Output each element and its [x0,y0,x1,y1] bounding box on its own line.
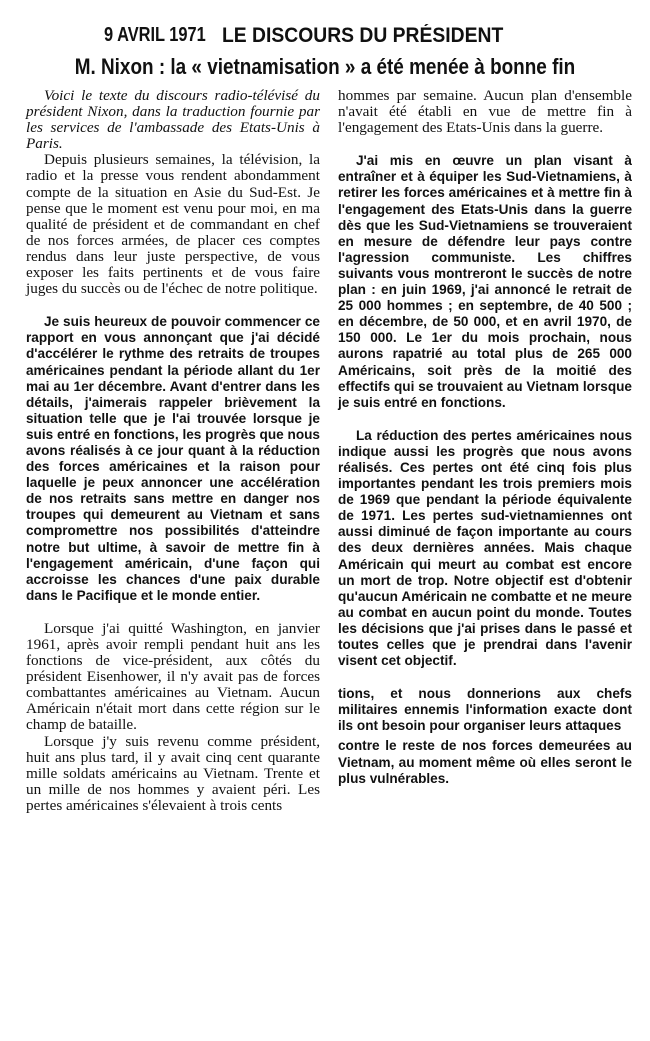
article-headline [0,54,650,80]
paragraph: Lorsque j'y suis revenu comme président, huit ans plus tard, il y avait cinq cent quarante mille soldats américains au Vietnam. Trente et un mille de nos hommes y avaient péri. Les pertes américaines s'élevaient à trois cents [26,732,320,814]
bold-paragraph: Je suis heureux de pouvoir commencer ce rapport en vous annonçant que j'ai décidé d'accélérer le rythme des retraits de troupes américaines pendant la période allant du 1er mai au 1er décembre. Avant d'entrer dans les détails, j'aimerais rappeler brièvement la situation telle que je l'ai trouvée lorsque je suis entré en fonctions, les progrès que nous avons réalisés à ce jour quant à la réduction des forces américaines et la raison pour laquelle je peux annoncer une accélération de nos retraits sans mettre en danger nos troupes qui demeurent au Vietnam et sans compromettre nos possibilités d'atteindre notre but ultime, à savoir de mettre fin à l'engagement américain, d'une façon qui accroisse les chances d'une paix durable dans le Pacifique et le monde entier. [26,314,320,603]
paragraph-gap [338,136,632,153]
right-column [338,88,632,787]
paragraph-gap [26,604,320,621]
paragraph-gap [338,669,632,686]
article-kicker: LE DISCOURS DU PRÉSIDENT [222,24,504,47]
bold-paragraph: J'ai mis en œuvre un plan visant à entraîner et à équiper les Sud-Vietnamiens, à retirer les forces américaines et à mettre fin à l'engagement des Etats-Unis dans la guerre dès que les Sud-Vietnamiens se trouveraient en mesure de défendre leur pays contre l'agression communiste. Les chiffres suivants vous montreront le succès de notre plan : en juin 1969, j'ai annoncé le retrait de 25 000 hommes ; en septembre, de 40 500 ; en décembre, de 50 000, et en avril 1970, de 150 000. Le 1er du mois prochain, nous aurons rapatrié au total plus de 265 000 Américains, soit près de la moitié des effectifs qui se trouvaient au Vietnam lorsque je suis entré en fonctions. [338,153,632,410]
paragraph: hommes par semaine. Aucun plan d'ensemble n'avait été établi en vue de mettre fin à l'engagement des Etats-Unis dans la guerre. [338,87,632,137]
bold-paragraph: tions, et nous donnerions aux chefs militaires ennemis l'information exacte dont ils ont besoin pour organiser leurs attaques [338,686,632,734]
paragraph: Lorsque j'ai quitté Washington, en janvier 1961, après avoir rempli pendant huit ans les fonctions de vice-président, aux côtés du président Eisenhower, il n'y avait pas de forces combattantes américaines au Vietnam. Aucun Américain n'était mort dans cette région sur le champ de bataille. [26,619,320,734]
paragraph-gap [338,411,632,428]
article-body [26,88,632,1028]
article-header [0,22,650,50]
left-column [26,88,320,814]
publication-date: 9 AVRIL 1971 [104,24,206,46]
intro-paragraph: Voici le texte du discours radio-télévisé du président Nixon, dans la traduction fournie par les services de l'ambassade des Etats-Unis à Paris. [26,87,320,153]
bold-paragraph: La réduction des pertes américaines nous indique aussi les progrès que nous avons réalisés. Ces pertes ont été cinq fois plus importantes pendant les trois premiers mois de 1969 que pendant la période équivalente de 1971. Les pertes sud-vietnamiennes ont aussi diminué de façon importante au cours des deux dernières années. Mais chaque Américain qui meurt au combat est encore un mort de trop. Notre objectif est d'obtenir qu'aucun Américain ne combatte et ne meure au combat en aucun point du monde. Toutes les décisions que j'ai prises dans le passé et toutes celles que je prendrai dans l'avenir visent cet objectif. [338,427,632,669]
bold-paragraph: contre le reste de nos forces demeurées au Vietnam, au moment même où elles seront le plus vulnérables. [338,738,632,786]
paragraph: Depuis plusieurs semaines, la télévision, la radio et la presse vous rendent abondamment compte de la situation en Asie du Sud-Est. Je pense que le moment est venu pour moi, en ma qualité de président et de commandant en chef de nos forces armées, de placer ces comptes rendus dans leur juste perspective, de vous exposer les faits pertinents et de vous faire juges du succès ou de l'échec de notre politique. [26,151,320,298]
paragraph-gap [26,297,320,314]
headline-text: M. Nixon : la « vietnamisation » a été menée à bonne fin [74,54,576,79]
